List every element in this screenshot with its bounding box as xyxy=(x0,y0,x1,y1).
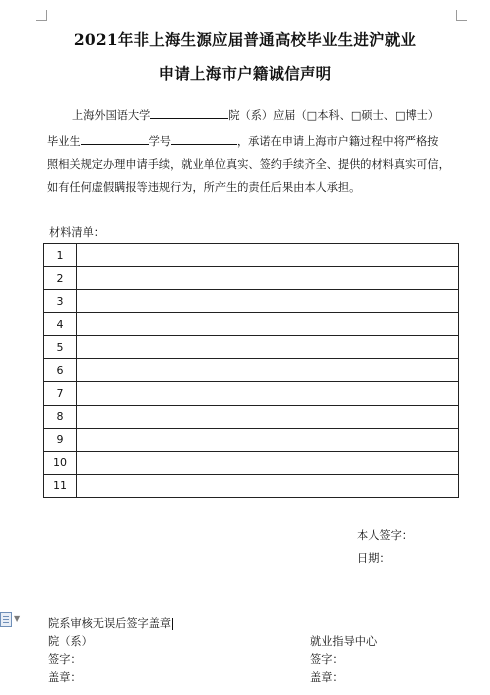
degree-option-bachelor[interactable]: □本科 xyxy=(306,109,340,122)
separator: 、 xyxy=(383,109,395,122)
materials-row-item-cell[interactable] xyxy=(77,267,459,290)
degree-option-doctor[interactable]: □博士 xyxy=(394,109,428,122)
document-title-line2: 申请上海市户籍诚信声明 xyxy=(158,64,332,83)
materials-table-row xyxy=(44,244,459,267)
materials-row-item-cell[interactable] xyxy=(77,428,459,451)
declaration-line-3: 照相关规定办理申请手续，就业单位真实、签约手续齐全、提供的材料真实可信， xyxy=(47,158,450,171)
materials-row-item-cell[interactable] xyxy=(77,359,459,382)
materials-row-number: 11 xyxy=(44,474,77,497)
materials-row-item-cell[interactable] xyxy=(77,382,459,405)
materials-row-number: 7 xyxy=(44,382,77,405)
materials-row-number: 9 xyxy=(44,428,77,451)
materials-row-item-cell[interactable] xyxy=(77,244,459,267)
materials-row-item-cell[interactable] xyxy=(77,290,459,313)
paren-close: ） xyxy=(427,109,440,122)
document-title-line1: 2021年非上海生源应届普通高校毕业生进沪就业 xyxy=(73,30,417,49)
career-center-label: 就业指导中心 xyxy=(310,635,378,648)
materials-row-number: 8 xyxy=(44,405,77,428)
materials-table-row xyxy=(44,405,459,428)
materials-table-row xyxy=(44,382,459,405)
materials-table-row xyxy=(44,359,459,382)
signature-date-label: 日期： xyxy=(357,552,391,565)
student-id-blank[interactable] xyxy=(171,133,237,145)
dept-label: 院（系） xyxy=(48,635,93,648)
materials-row-number: 4 xyxy=(44,313,77,336)
materials-row-number: 6 xyxy=(44,359,77,382)
materials-row-number: 1 xyxy=(44,244,77,267)
materials-table-row xyxy=(44,313,459,336)
graduate-name-blank[interactable] xyxy=(81,133,149,145)
materials-row-item-cell[interactable] xyxy=(77,405,459,428)
dropdown-arrow-icon[interactable]: ▼ xyxy=(14,614,21,623)
department-blank[interactable] xyxy=(150,107,228,119)
separator: 、 xyxy=(339,109,351,122)
review-heading xyxy=(48,615,173,631)
degree-option-master[interactable]: □硕士 xyxy=(350,109,384,122)
materials-row-number: 10 xyxy=(44,451,77,474)
materials-table-row xyxy=(44,290,459,313)
declaration-line-4: 如有任何虚假瞒报等违规行为，所产生的责任后果由本人承担。 xyxy=(47,181,361,194)
materials-row-number: 2 xyxy=(44,267,77,290)
text-cursor xyxy=(172,618,173,630)
materials-row-item-cell[interactable] xyxy=(77,451,459,474)
declaration-line-2-rest: ，承诺在申请上海市户籍过程中将严格按 xyxy=(236,135,439,148)
materials-row-number: 3 xyxy=(44,290,77,313)
dept-sign-label: 签字： xyxy=(48,653,82,666)
dept-seal-label: 盖章： xyxy=(48,671,82,684)
graduate-label: 毕业生 xyxy=(47,135,81,148)
materials-table-row xyxy=(44,451,459,474)
materials-table-row xyxy=(44,336,459,359)
materials-list-label: 材料清单： xyxy=(49,226,105,239)
materials-row-item-cell[interactable] xyxy=(77,336,459,359)
materials-table-row xyxy=(44,428,459,451)
materials-row-item-cell[interactable] xyxy=(77,474,459,497)
center-sign-label: 签字： xyxy=(310,653,344,666)
materials-row-item-cell[interactable] xyxy=(77,313,459,336)
review-heading-text: 院系审核无误后签字盖章 xyxy=(48,617,172,630)
university-name: 上海外国语大学 xyxy=(72,109,151,122)
declaration-line-1 xyxy=(72,107,439,123)
declaration-line-2 xyxy=(47,133,438,149)
student-id-label: 学号 xyxy=(148,135,171,148)
materials-table-row xyxy=(44,267,459,290)
materials-row-number: 5 xyxy=(44,336,77,359)
applicant-signature-label: 本人签字： xyxy=(357,529,413,542)
materials-table-row xyxy=(44,474,459,497)
document-icon[interactable] xyxy=(0,612,12,627)
page-corner-mark-top-right xyxy=(456,10,467,21)
page-corner-mark-top-left xyxy=(36,10,47,21)
center-seal-label: 盖章： xyxy=(310,671,344,684)
materials-table xyxy=(43,243,459,498)
dept-suffix: 院（系）应届（ xyxy=(228,109,307,122)
